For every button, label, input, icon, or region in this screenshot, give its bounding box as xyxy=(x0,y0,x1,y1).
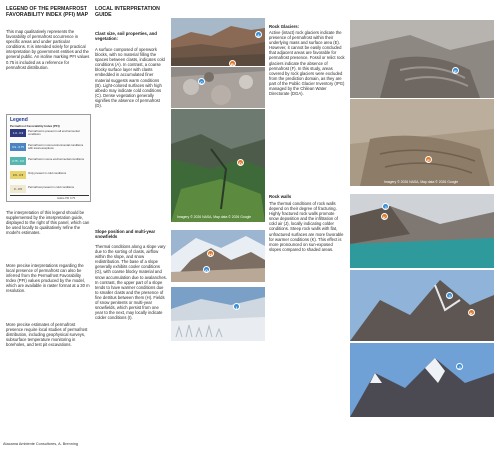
rock-glaciers-text: Active (intact) rock glaciers indicate the presence of permafrost within their underlying mass and surface area (E). However, it cannot be easily concluded that adjacent areas are favorable for permafrost presence. Fossil or relict rock glaciers indicate the absence of permafrost (F). In this study, areas covered by rock glaciers were excluded from the prediction domain, as they are part of the Public Glacier Inventory (IPG) managed by the Chilean Water Directorate (DGA). xyxy=(269,30,345,97)
intro-text: This map qualitatively represents the favorability of permafrost occurrence in specific areas and under particular conditions. It is intended solely for practical interpretation by government entities and the general public. An isoline marking PFI values 0.75 is included as a reference for permafrost distribution. xyxy=(6,29,90,70)
isoline-line xyxy=(10,195,89,196)
marker-j: J xyxy=(456,363,463,370)
interpretation-text: The interpretation of this legend should be supplemented by the interpretation guide, displayed to the right of this panel, which can be used locally to qualitatively refine the model's estimates. xyxy=(6,210,90,236)
imagery-credit: Imagery © 2026 NASA, Map data © 2026 Google xyxy=(384,180,459,184)
marker-a: A xyxy=(255,31,262,38)
rock-glaciers-heading: Rock Glaciers: xyxy=(269,24,300,29)
clast-text: A surface composed of openwork blocks, with no material filling the spaces between clasts, indicates cold conditions (A). In contrast, a coarse blocky surface layer with clasts embedded in accumulated finer material suggests warm conditions (B). Light-colored surfaces with high albedo may indicate cold conditions (C). Dense vegetation generally signifies the absence of permafrost (D). xyxy=(95,47,165,109)
photo-active-rock-glacier xyxy=(350,20,494,98)
legend-subtitle: Permafrost Favorability Index (PFI) xyxy=(10,124,60,128)
legend-swatch: 0.9 - 0.75 xyxy=(10,143,26,151)
footer-credit: Atacama Ambiente Consultores, A. Brenning xyxy=(3,442,78,446)
marker-h: H xyxy=(207,250,214,257)
isoline-label: Isoline PFI 0.75 xyxy=(57,196,76,200)
legend-label: Only present in cold conditions xyxy=(28,170,67,175)
photo-lake-rock-walls xyxy=(350,194,494,268)
legend-swatch: 1.0 - 0.9 xyxy=(10,129,26,137)
marker-k: K xyxy=(381,213,388,220)
marker-f: F xyxy=(425,156,432,163)
photo-light-rocks xyxy=(171,67,265,108)
rock-walls-heading: Rock walls xyxy=(269,194,292,199)
marker-b: B xyxy=(229,60,236,67)
photo-snowy-slope xyxy=(171,230,265,282)
marker-i: I xyxy=(233,303,240,310)
legend-label: Permafrost in most environmental conditions with local exceptions xyxy=(28,142,84,150)
photo-vegetated-valley xyxy=(171,109,265,222)
guide-title: LOCAL INTERPRETATION GUIDE xyxy=(95,6,160,19)
legend-label: Permafrost present in cold conditions xyxy=(28,184,75,189)
legend-swatch: 0 - 0.5 xyxy=(10,185,26,193)
photo-rock-face xyxy=(350,270,494,341)
marker-j: J xyxy=(446,292,453,299)
photo-snowy-peaks xyxy=(350,343,494,417)
slope-text: Thermal conditions along a slope vary due to the sorting of clasts, airflow within the slope, and snow redistribution. The base of a slope generally exhibits cooler conditions (G), with coarse blocky material and snow accumulation due to avalanches. In contrast, the upper part of a slope tends to have warmer conditions due to smaller clasts and the presence of fine detritus between them (H). Fields of snow penitents or multi-year snowfields, which persist from one year to the next, may locally indicate colder conditions (I). xyxy=(95,244,167,321)
estimates-text: More precise estimates of permafrost presence require local studies of permafrost distribution, including geophysical surveys, subsurface temperature monitoring in boreholes, and test pit excavations. xyxy=(6,322,88,348)
photo-rocky-slope xyxy=(171,18,265,66)
rock-walls-text: The thermal conditions of rock walls depend on their degree of fracturing. Highly fractured rock walls promote snow deposition and the infiltration of cold air (J), locally indicating colder conditions. Steep rock walls with flat, unfractured surfaces are more favorable for warmer conditions (K). This effect is more pronounced on sun-exposed slopes compared to shaded areas. xyxy=(269,201,344,252)
marker-g: G xyxy=(204,268,209,273)
marker-k: K xyxy=(468,309,475,316)
legend-title: LEGEND OF THE PERMAFROST FAVORABILITY INDEX (PFI) MAP xyxy=(6,6,89,19)
legend-swatch: 0.75 - 0.6 xyxy=(10,157,26,165)
photo-snow-penitents xyxy=(171,287,265,341)
legend-swatch: 0.6 - 0.5 xyxy=(10,171,26,179)
imagery-credit: Imagery © 2026 NASA, Map data © 2026 Google xyxy=(177,215,252,219)
slope-heading: Slope position and multi-year snowfields xyxy=(95,229,156,240)
clast-heading: Clast size, soil properties, and vegetation: xyxy=(95,31,157,42)
legend-label: Permafrost in some environmental conditions xyxy=(28,156,84,161)
precision-text: More precise interpretations regarding the local presence of permafrost can also be inferred from the Permafrost Favorability Index (PFI) values produced by the model, which are available in raster format at a 30 m resolution. xyxy=(6,263,90,294)
marker-c: C xyxy=(198,78,205,85)
legend-box xyxy=(6,114,91,202)
marker-j: J xyxy=(382,203,389,210)
legend-heading: Legend xyxy=(10,117,28,123)
marker-e: E xyxy=(452,67,459,74)
photo-relict-rock-glacier xyxy=(350,99,494,186)
legend-label: Permafrost is present in all environmental conditions xyxy=(28,128,80,136)
marker-d: D xyxy=(237,159,244,166)
